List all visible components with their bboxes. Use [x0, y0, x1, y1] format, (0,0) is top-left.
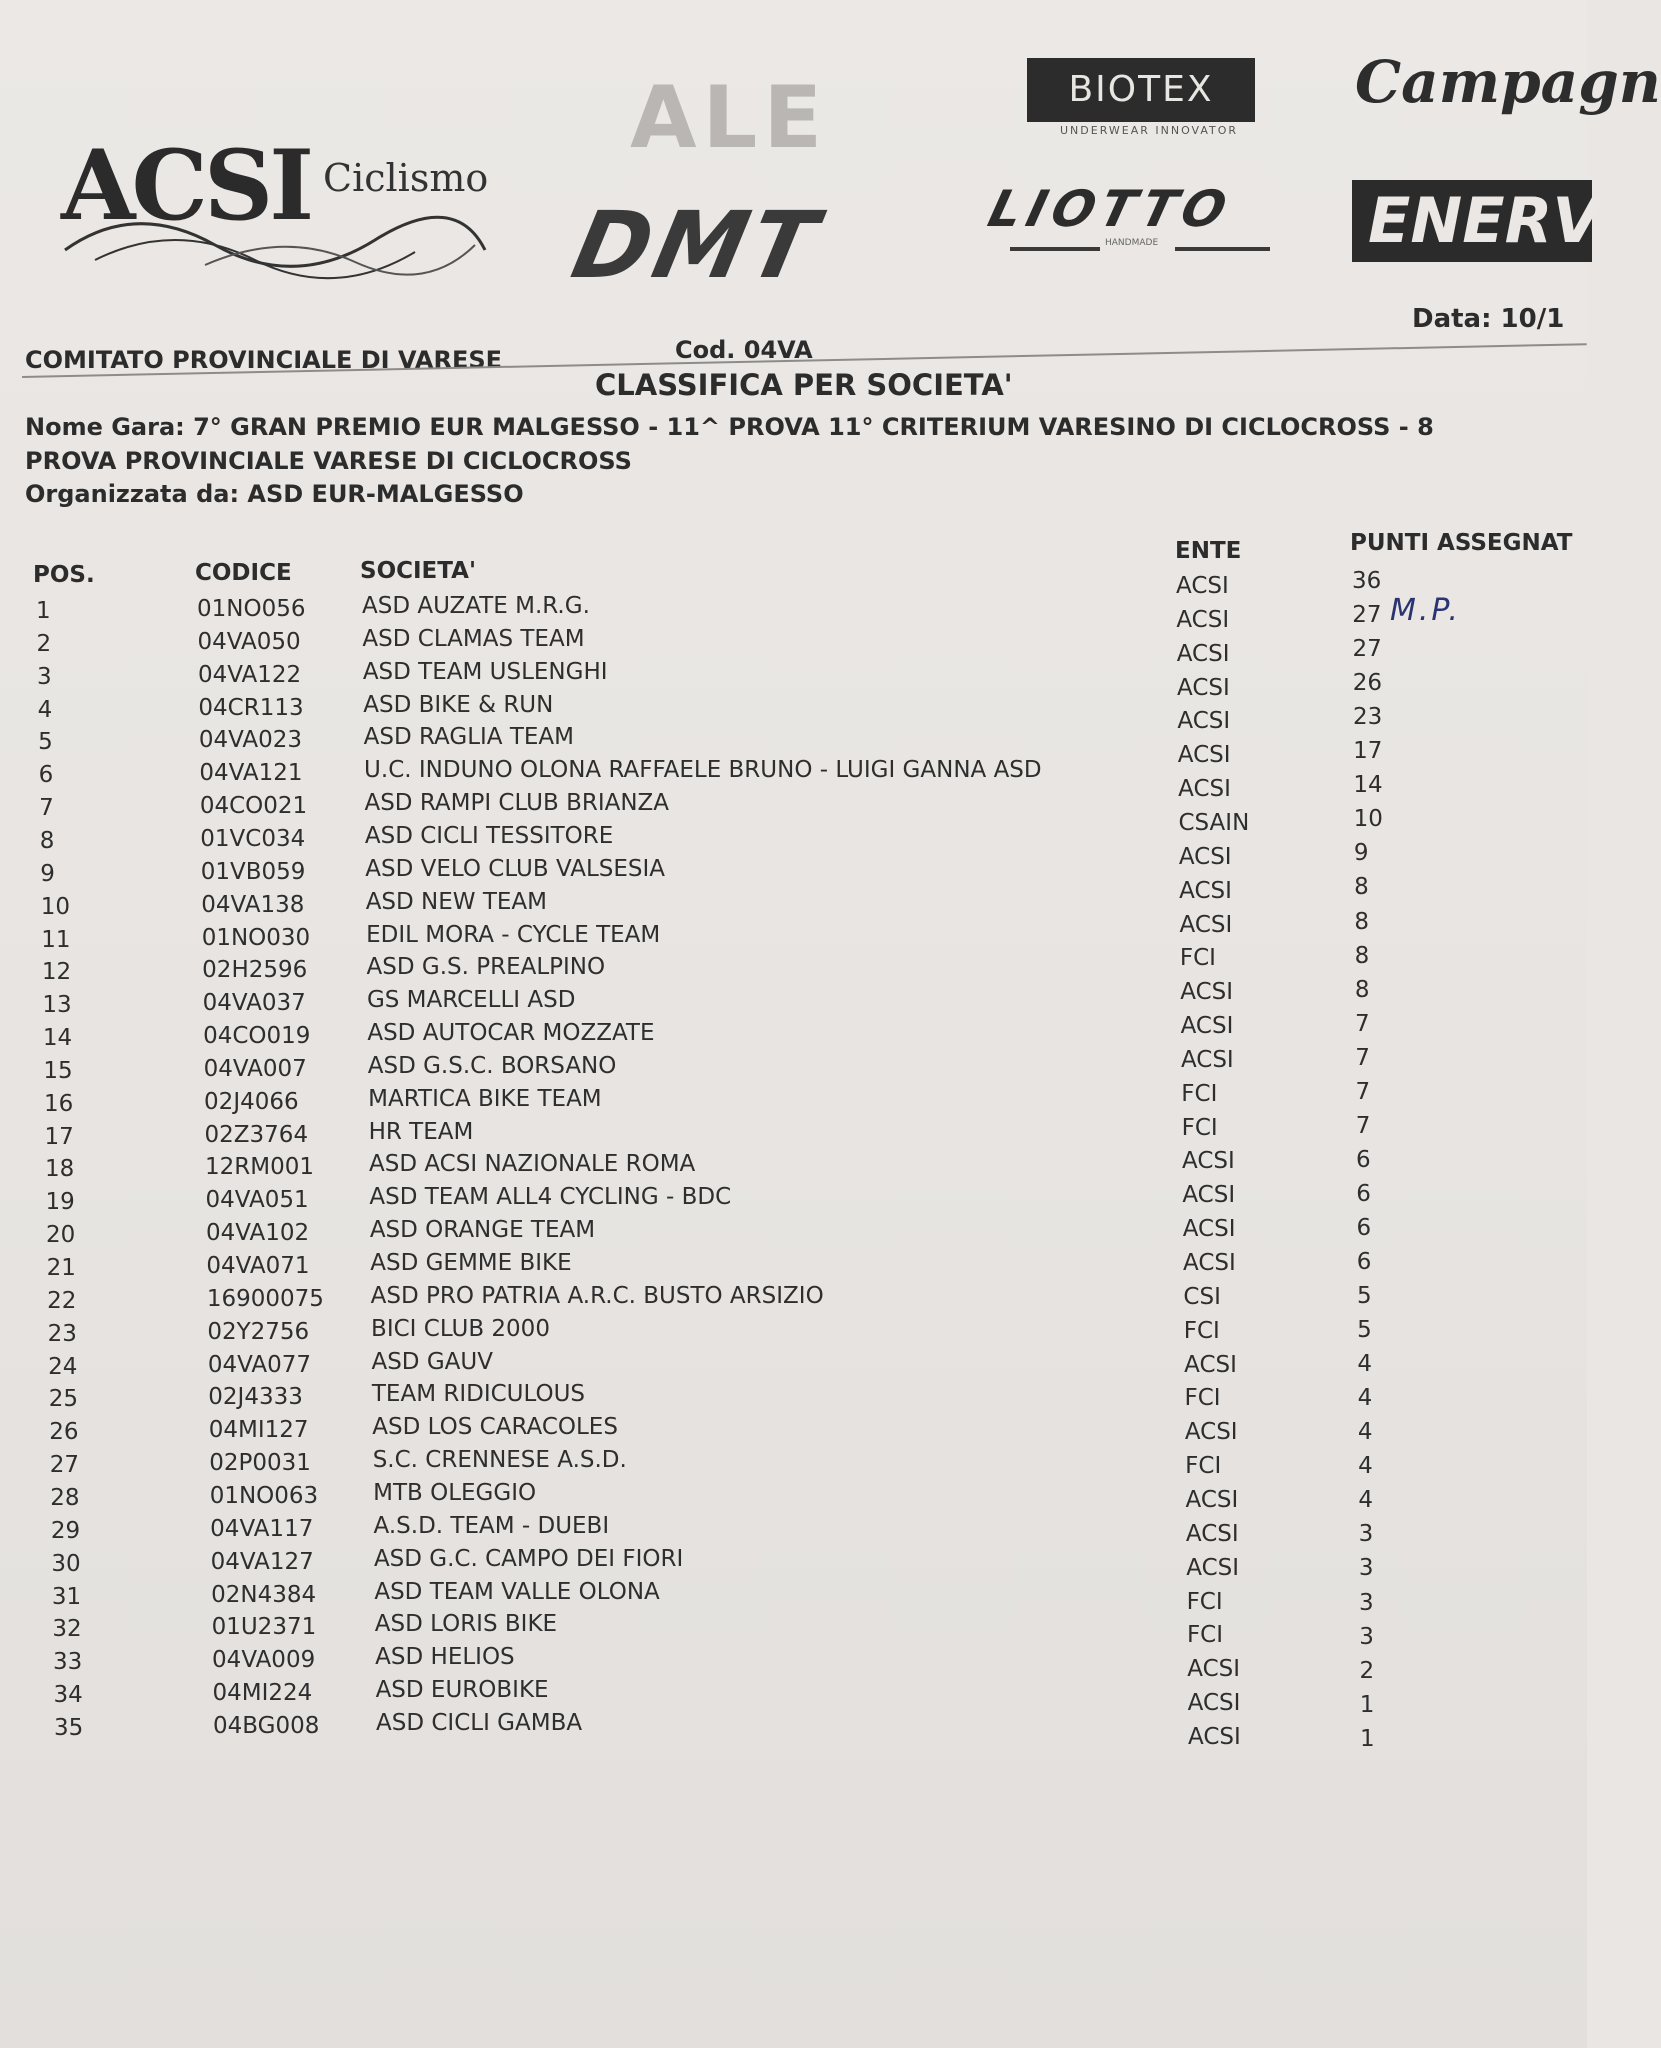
row-ente: ACSI [1177, 742, 1231, 769]
row-code: 01U2371 [211, 1614, 317, 1641]
committee-code: Cod. 04VA [675, 336, 813, 364]
row-position: 3 [37, 663, 52, 690]
acsi-logo-subtitle: Ciclismo [323, 156, 489, 200]
row-position: 24 [48, 1353, 78, 1380]
row-points: 3 [1359, 1589, 1374, 1616]
row-code: 02N4384 [211, 1581, 317, 1608]
row-ente: ACSI [1180, 1013, 1234, 1040]
row-position: 32 [52, 1616, 82, 1643]
row-code: 04CR113 [198, 694, 304, 721]
row-team: ASD RAMPI CLUB BRIANZA [364, 790, 670, 817]
row-points: 4 [1357, 1351, 1373, 1378]
row-points: 8 [1354, 976, 1370, 1003]
row-team: A.S.D. TEAM - DUEBI [373, 1512, 610, 1539]
row-points: 4 [1358, 1487, 1373, 1514]
row-points: 7 [1355, 1112, 1371, 1139]
row-code: 04VA037 [202, 990, 306, 1017]
row-position: 16 [43, 1090, 74, 1117]
row-ente: ACSI [1187, 1690, 1241, 1717]
row-ente: ACSI [1182, 1182, 1236, 1209]
row-team: ASD VELO CLUB VALSESIA [365, 855, 666, 882]
row-points: 7 [1355, 1010, 1370, 1037]
row-position: 22 [47, 1287, 77, 1314]
dmt-logo: DMT [563, 192, 830, 299]
row-points: 6 [1356, 1146, 1371, 1173]
row-team: ASD EUROBIKE [375, 1677, 549, 1704]
row-position: 10 [40, 893, 71, 920]
column-header-ente: ENTE [1175, 538, 1242, 564]
row-points: 23 [1352, 704, 1383, 731]
row-points: 7 [1355, 1044, 1370, 1071]
race-name-line2: PROVA PROVINCIALE VARESE DI CICLOCROSS [25, 447, 632, 475]
acsi-logo-text: ACSI [61, 129, 311, 242]
row-code: 04VA122 [197, 661, 302, 688]
row-ente: ACSI [1180, 979, 1234, 1006]
row-team: TEAM RIDICULOUS [371, 1381, 586, 1408]
row-team: ASD HELIOS [375, 1644, 515, 1671]
row-points: 7 [1355, 1078, 1371, 1105]
row-code: 04VA121 [199, 760, 303, 787]
row-points: 6 [1356, 1214, 1372, 1241]
row-position: 34 [53, 1682, 83, 1709]
row-team: HR TEAM [368, 1118, 474, 1145]
row-position: 13 [42, 992, 72, 1019]
row-ente: FCI [1183, 1317, 1220, 1344]
row-points: 3 [1358, 1521, 1374, 1548]
row-points: 8 [1354, 908, 1369, 935]
row-position: 29 [50, 1517, 81, 1544]
row-position: 35 [54, 1714, 84, 1741]
row-ente: ACSI [1183, 1250, 1236, 1276]
row-team: ASD PRO PATRIA A.R.C. BUSTO ARSIZIO [370, 1282, 824, 1309]
row-code: 01NO056 [197, 596, 306, 622]
row-position: 19 [45, 1189, 75, 1216]
row-ente: FCI [1186, 1622, 1224, 1649]
row-team: ASD RAGLIA TEAM [363, 724, 574, 751]
row-points: 10 [1353, 806, 1383, 833]
row-ente: FCI [1179, 945, 1216, 972]
row-code: 01VC034 [200, 825, 306, 852]
row-ente: ACSI [1179, 877, 1232, 904]
row-code: 04VA127 [210, 1548, 314, 1575]
row-team: ASD LOS CARACOLES [372, 1414, 618, 1441]
row-code: 02J4333 [208, 1384, 303, 1411]
row-code: 04VA023 [198, 727, 303, 754]
row-position: 20 [46, 1222, 76, 1249]
row-points: 27 [1352, 602, 1382, 629]
row-ente: CSAIN [1178, 809, 1250, 836]
row-team: ASD CLAMAS TEAM [362, 625, 585, 652]
row-position: 27 [49, 1452, 80, 1479]
row-team: ASD ORANGE TEAM [369, 1217, 596, 1244]
row-code: 01NO063 [209, 1482, 319, 1509]
column-header-pos: POS. [33, 562, 95, 588]
row-position: 8 [39, 827, 55, 854]
date-label: Data: 10/1 [1412, 304, 1565, 334]
row-code: 04CO021 [199, 793, 308, 820]
row-points: 9 [1353, 840, 1369, 867]
biotex-tagline: UNDERWEAR INNOVATOR [1060, 124, 1239, 137]
row-code: 04VA102 [205, 1220, 310, 1247]
row-ente: ACSI [1178, 776, 1231, 803]
handwritten-note: M.P. [1390, 593, 1461, 628]
row-position: 33 [52, 1649, 83, 1676]
row-points: 5 [1357, 1317, 1372, 1344]
liotto-logo: LIOTTO [982, 180, 1239, 238]
acsi-swoosh-icon [55, 190, 495, 280]
column-header-code: CODICE [195, 560, 292, 586]
row-position: 18 [45, 1156, 75, 1183]
column-header-team: SOCIETA' [360, 558, 477, 584]
row-points: 3 [1359, 1623, 1374, 1650]
row-team: ASD TEAM ALL4 CYCLING - BDC [369, 1184, 732, 1211]
acsi-logo [55, 130, 495, 270]
row-team: ASD BIKE & RUN [363, 691, 554, 718]
row-position: 21 [46, 1255, 76, 1281]
liotto-underline-left [1010, 247, 1100, 251]
row-code: 04VA071 [206, 1253, 310, 1279]
row-code: 01NO030 [201, 924, 311, 951]
row-code: 02P0031 [209, 1450, 311, 1477]
row-team: ASD G.S.C. BORSANO [367, 1052, 617, 1079]
row-points: 6 [1356, 1249, 1372, 1275]
row-code: 12RM001 [205, 1154, 314, 1181]
row-code: 04VA050 [197, 628, 301, 655]
row-ente: FCI [1184, 1385, 1221, 1412]
row-code: 02J4066 [204, 1088, 299, 1115]
row-code: 04MI127 [208, 1417, 309, 1444]
row-points: 1 [1359, 1691, 1375, 1718]
row-ente: ACSI [1178, 843, 1232, 870]
row-points: 8 [1354, 942, 1370, 969]
row-code: 04VA077 [207, 1351, 311, 1378]
row-team: ASD AUTOCAR MOZZATE [367, 1020, 655, 1047]
row-ente: ACSI [1182, 1148, 1235, 1175]
row-code: 01VB059 [200, 858, 306, 885]
row-team: ASD NEW TEAM [365, 888, 548, 915]
row-points: 26 [1352, 670, 1382, 697]
row-points: 6 [1356, 1180, 1371, 1207]
row-ente: ACSI [1176, 606, 1230, 633]
row-ente: ACSI [1182, 1216, 1236, 1243]
enervit-logo: ENERV [1352, 180, 1592, 262]
row-ente: ACSI [1176, 640, 1230, 667]
row-team: ASD GEMME BIKE [370, 1250, 572, 1276]
row-team: ASD G.S. PREALPINO [366, 954, 606, 981]
row-ente: ACSI [1184, 1351, 1237, 1378]
row-position: 31 [51, 1583, 82, 1610]
row-code: 04CO019 [203, 1023, 311, 1050]
row-points: 3 [1358, 1555, 1374, 1582]
row-team: U.C. INDUNO OLONA RAFFAELE BRUNO - LUIGI GANNA ASD [364, 757, 1042, 784]
row-ente: ACSI [1177, 708, 1231, 735]
row-position: 6 [38, 762, 54, 789]
row-code: 04VA138 [201, 891, 305, 918]
liotto-tagline: HANDMADE [1105, 238, 1159, 248]
column-header-points: PUNTI ASSEGNAT [1350, 530, 1573, 556]
row-points: 27 [1352, 636, 1382, 663]
row-ente: ACSI [1180, 1046, 1234, 1073]
row-position: 5 [38, 729, 53, 756]
row-team: ASD LORIS BIKE [374, 1611, 558, 1638]
row-code: 04MI224 [212, 1680, 313, 1707]
row-team: MARTICA BIKE TEAM [368, 1085, 602, 1112]
row-ente: ACSI [1188, 1723, 1241, 1750]
row-team: MTB OLEGGIO [373, 1479, 537, 1506]
row-points: 4 [1357, 1419, 1373, 1446]
row-position: 15 [43, 1057, 73, 1084]
organizer: Organizzata da: ASD EUR-MALGESSO [25, 480, 524, 508]
row-team: ASD TEAM VALLE OLONA [374, 1578, 660, 1605]
row-ente: FCI [1185, 1453, 1222, 1480]
row-code: 16900075 [206, 1285, 324, 1312]
row-code: 04BG008 [213, 1712, 320, 1739]
row-points: 5 [1356, 1283, 1372, 1310]
row-points: 4 [1357, 1385, 1373, 1412]
row-ente: ACSI [1176, 573, 1229, 599]
row-team: ASD ACSI NAZIONALE ROMA [369, 1151, 696, 1178]
biotex-logo: BIOTEX [1027, 58, 1255, 122]
liotto-underline-right [1175, 247, 1270, 251]
row-points: 4 [1358, 1453, 1373, 1480]
row-points: 36 [1352, 568, 1382, 594]
row-position: 14 [42, 1025, 73, 1052]
row-team: ASD G.C. CAMPO DEI FIORI [373, 1545, 684, 1572]
row-ente: ACSI [1185, 1520, 1239, 1547]
row-team: S.C. CRENNESE A.S.D. [372, 1447, 627, 1474]
row-team: ASD CICLI GAMBA [376, 1709, 583, 1736]
row-ente: ACSI [1186, 1554, 1240, 1581]
row-position: 28 [50, 1484, 80, 1511]
row-code: 04VA117 [210, 1515, 314, 1542]
row-position: 11 [41, 926, 71, 953]
row-team: ASD AUZATE M.R.G. [362, 593, 590, 619]
row-code: 04VA009 [212, 1647, 316, 1674]
row-team: BICI CLUB 2000 [371, 1315, 550, 1342]
row-code: 02Y2756 [207, 1318, 310, 1345]
row-position: 2 [36, 630, 52, 657]
row-position: 25 [48, 1386, 78, 1413]
row-ente: ACSI [1185, 1486, 1239, 1513]
campagnolo-logo: Campagn [1355, 48, 1661, 116]
race-name-line1: Nome Gara: 7° GRAN PREMIO EUR MALGESSO - 11^ PROVA 11° CRITERIUM VARESINO DI CICLOCROSS - 8 [25, 413, 1434, 441]
row-position: 9 [40, 860, 55, 887]
row-points: 8 [1354, 874, 1369, 901]
row-ente: FCI [1186, 1588, 1223, 1615]
row-team: ASD GAUV [371, 1348, 493, 1375]
row-position: 26 [49, 1419, 79, 1446]
row-points: 2 [1359, 1657, 1375, 1684]
row-points: 1 [1360, 1725, 1375, 1752]
row-points: 17 [1353, 738, 1383, 765]
row-position: 4 [37, 696, 53, 723]
ale-logo: ALE [630, 68, 829, 168]
row-ente: ACSI [1177, 674, 1230, 701]
row-ente: CSI [1183, 1283, 1221, 1310]
row-team: EDIL MORA - CYCLE TEAM [366, 921, 661, 948]
row-code: 02H2596 [202, 957, 308, 984]
row-ente: ACSI [1187, 1656, 1241, 1683]
row-position: 17 [44, 1123, 74, 1150]
row-ente: FCI [1181, 1080, 1218, 1107]
committee-name: COMITATO PROVINCIALE DI VARESE [25, 346, 503, 374]
row-code: 04VA007 [203, 1055, 307, 1082]
row-position: 23 [47, 1320, 77, 1347]
row-points: 14 [1353, 772, 1383, 799]
row-position: 7 [39, 795, 54, 822]
row-position: 1 [36, 598, 51, 624]
row-code: 04VA051 [205, 1187, 309, 1214]
row-team: ASD TEAM USLENGHI [362, 658, 608, 685]
row-ente: FCI [1181, 1114, 1218, 1141]
row-ente: ACSI [1184, 1419, 1238, 1446]
row-position: 30 [51, 1550, 81, 1577]
row-code: 02Z3764 [204, 1121, 309, 1148]
row-position: 12 [41, 959, 72, 986]
row-team: ASD CICLI TESSITORE [364, 822, 614, 849]
row-team: GS MARCELLI ASD [366, 987, 576, 1014]
page-title: CLASSIFICA PER SOCIETA' [595, 368, 1013, 402]
row-ente: ACSI [1179, 911, 1233, 938]
